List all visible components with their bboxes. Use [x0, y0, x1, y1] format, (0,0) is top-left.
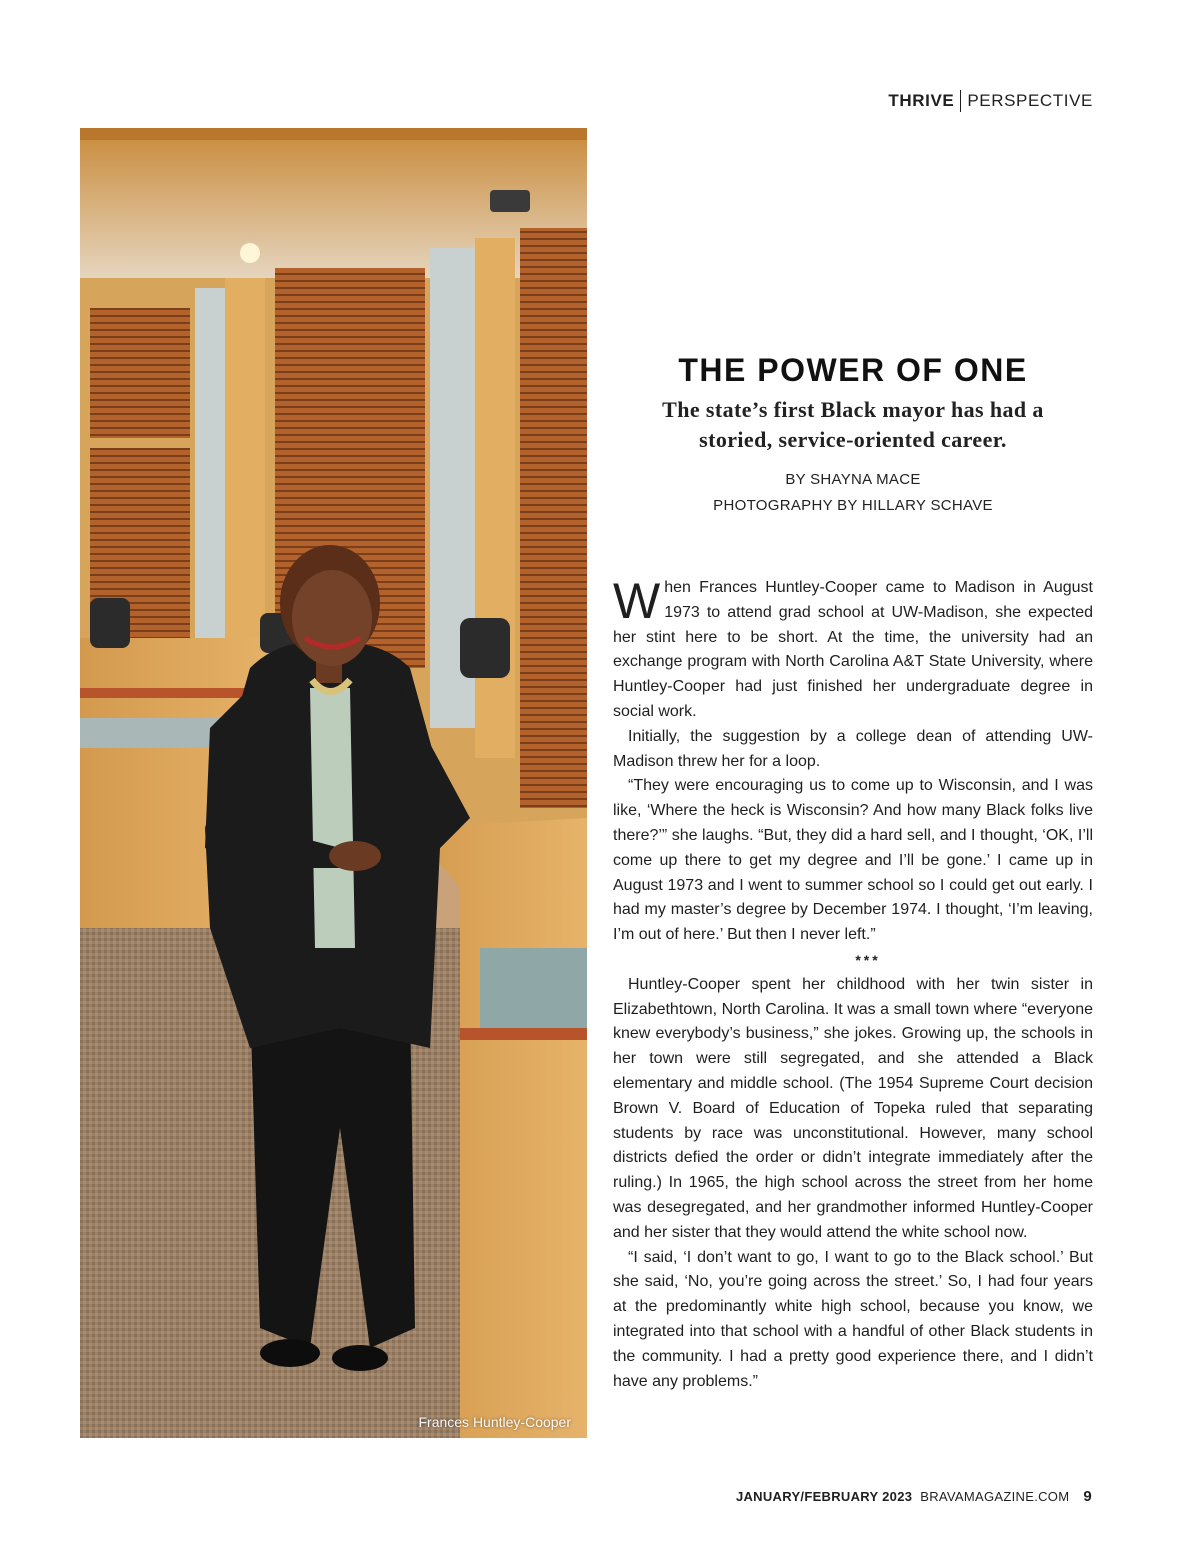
article-body [613, 573, 1093, 1394]
article-paragraph [613, 573, 1093, 725]
section-divider [960, 90, 961, 112]
subsection-label: PERSPECTIVE [967, 91, 1093, 110]
page-number: 9 [1083, 1488, 1092, 1505]
title-block [612, 352, 1094, 519]
section-header [888, 90, 1093, 112]
photo-illustration [80, 128, 587, 1438]
paragraph-text: hen Frances Huntley-Cooper came to Madison in August 1973 to attend grad school at UW-Madison, she expected her stint here to be short. At the time, the university had an exchange program with North Carolina A&T State University, where Huntley-Cooper had just finished her undergraduate degree in social work. [613, 579, 1093, 720]
byline: BY SHAYNA MACE [785, 471, 921, 488]
section-separator: *** [855, 951, 881, 968]
article-paragraph: Huntley-Cooper spent her childhood with her twin sister in Elizabethtown, North Carolina. It was a small town where “everyone knew everybody’s business,” she jokes. Growing up, the schools in her town were still segregated, and she attended a Black elementary and middle school. (The 1954 Supreme Court decision Brown V. Board of Education of Topeka ruled that separating students by race was unconstitutional. However, many school districts defied the order or didn’t integrate immediately after the ruling.) In 1965, the high school across the street from her home was desegregated, and her grandmother informed Huntley-Cooper and her sister that they would attend the white school now. [613, 975, 1093, 1241]
drop-cap: W [613, 573, 661, 629]
article-paragraph: Initially, the suggestion by a college dean of attending UW-Madison threw her for a loop. [613, 727, 1093, 770]
website: BRAVAMAGAZINE.COM [920, 1489, 1070, 1504]
photo-caption: Frances Huntley-Cooper [418, 1414, 571, 1430]
photo-credit: PHOTOGRAPHY BY HILLARY SCHAVE [713, 497, 993, 514]
dek: The state’s first Black mayor has had a storied, service-oriented career. [662, 397, 1044, 452]
article-paragraph: “I said, ‘I don’t want to go, I want to go to the Black school.’ But she said, ‘No, you’re going across the street.’ So, I had four years at the predominantly white high school, because you know, we integrated into that school with a handful of other Black students in the community. I had a pretty good experience there, and I didn’t have any problems.” [613, 1248, 1093, 1390]
issue-date: JANUARY/FEBRUARY 2023 [735, 1489, 913, 1504]
section-label: THRIVE [888, 91, 955, 110]
portrait-photo [80, 128, 587, 1438]
page-footer [736, 1488, 1092, 1505]
article-paragraph: “They were encouraging us to come up to Wisconsin, and I was like, ‘Where the heck is Wisconsin? And how many Black folks live there?’” she laughs. “But, they did a hard sell, and I thought, ‘OK, I’ll come up there to get my degree and I’ll be gone.’ I came up in August 1973 and I went to summer school so I could get out early. I had my master’s degree by December 1974. I thought, ‘I’m leaving, I’m out of here.’ But then I never left.” [613, 777, 1093, 944]
headline: THE POWER OF ONE [678, 352, 1028, 388]
